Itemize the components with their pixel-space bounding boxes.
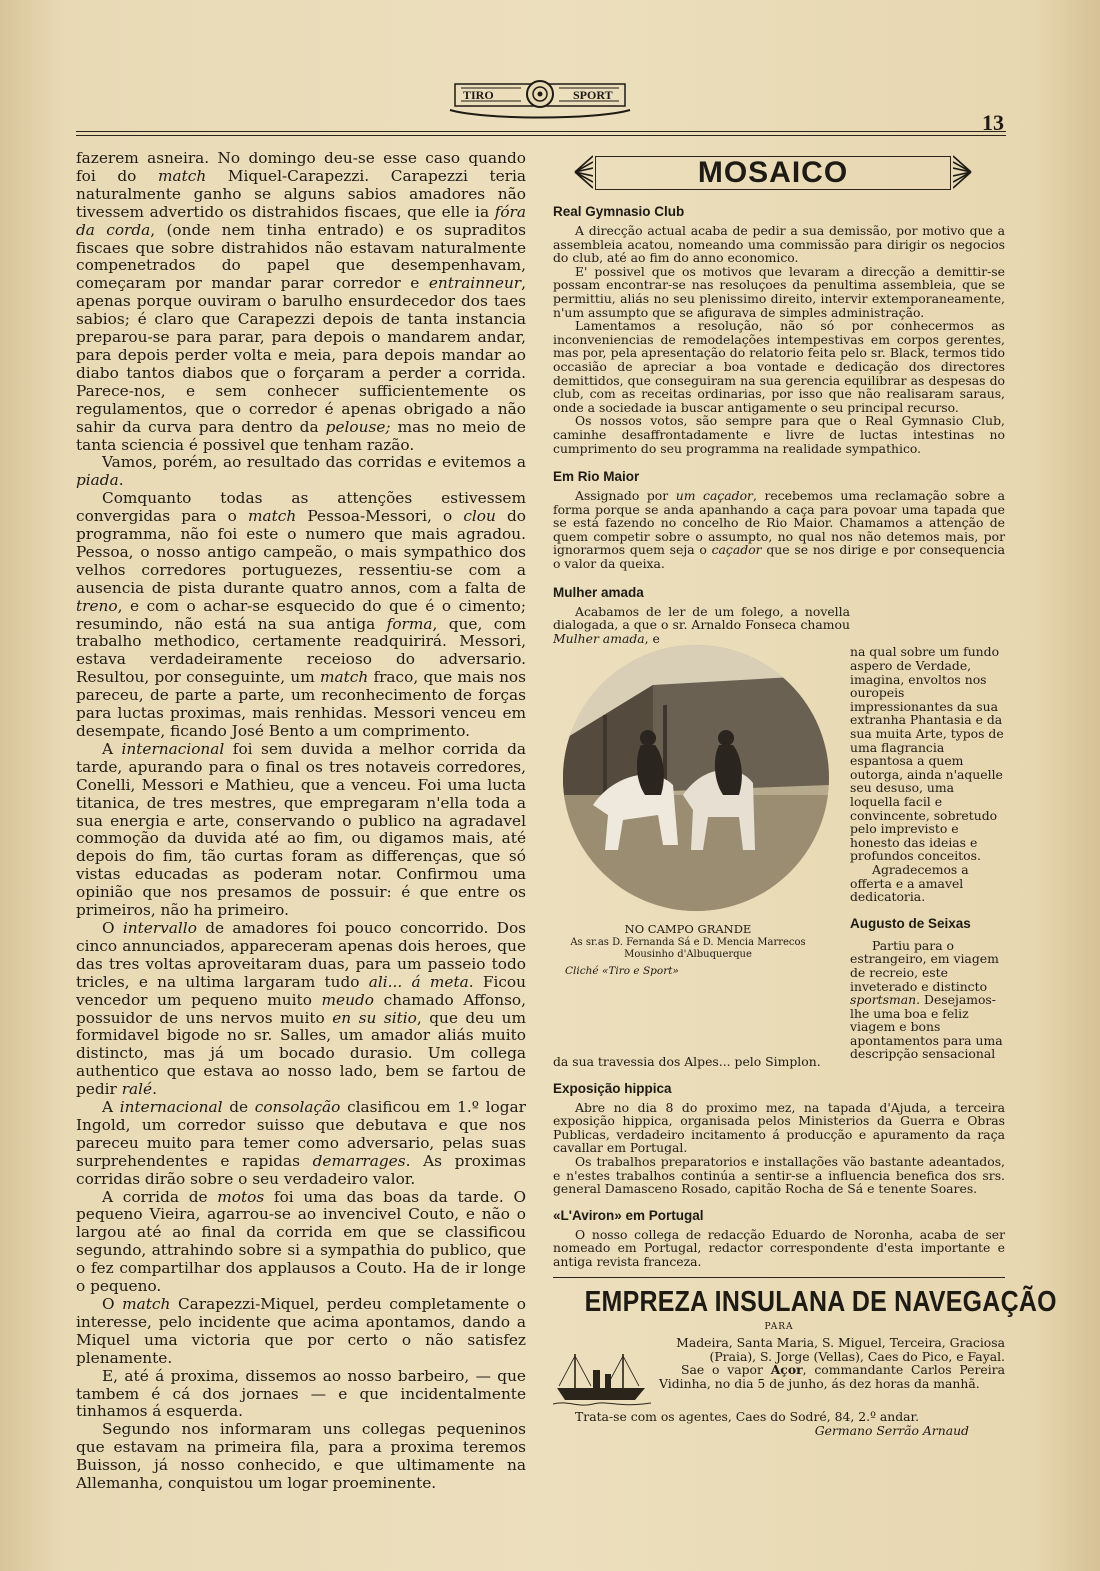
section-heading-real-gymnasio: Real Gymnasio Club: [553, 204, 685, 219]
advert-rule: [553, 1277, 1005, 1278]
section-heading-mulher-amada: Mulher amada: [553, 584, 644, 600]
masthead-logo: [445, 72, 635, 122]
steamship-icon: [553, 1348, 651, 1410]
paragraph: O nosso collega de redacção Eduardo de Noronha, acaba de ser nomeado em Portugal, redactor correspondente d'esta importante e antiga revista franceza.: [553, 1226, 1005, 1269]
page-number: 13: [982, 110, 1004, 135]
section-heading-exposicao: Exposição hippica: [553, 1080, 672, 1096]
section-heading-rio-maior: Em Rio Maior: [553, 469, 640, 485]
article-column-left: [76, 150, 526, 1493]
advert-agents: Trata-se com os agentes, Caes do Sodré, 84, 2.º andar.: [575, 1409, 920, 1425]
article-paragraph: O match Carapezzi-Miquel, perdeu completamente o interesse, pelo incidente que acima apontamos, dando a Miquel uma victoria que por certo o não satisfez plenamente.: [76, 1295, 527, 1367]
advert-title: EMPREZA INSULANA DE NAVEGAÇÃO: [584, 1285, 1057, 1318]
photo-no-campo-grande: [563, 645, 829, 911]
paragraph: Lamentamos a resolução, não só por conhecermos as inconveniencias de remodelações intempestivas em corpos gerentes, mas por, pela apresentação do relatorio feita pelo sr. Black, termos tido occasião de apreciar a boa vontade e dedicação dos directores demittidos, que conseguiram na sua gerencia equilibrar as despesas do club, com as receitas ordinarias, por isso que não realisaram saraus, onde a sociedade ia buscar antigamente o seu principal recurso.: [553, 318, 1005, 415]
paragraph: Os nossos votos, são sempre para que o Real Gymnasio Club, caminhe desaffrontadamente e livre de luctas intestinas no cumprimento do seu programma na realidade sympathico.: [553, 413, 1005, 456]
header-rule-thin: [76, 135, 1006, 136]
advert-body: Sae o vapor Açor, commandante Carlos Pereira Vidinha, no dia 5 de junho, ás dez horas da manhã.: [659, 1362, 1005, 1391]
photo-caption-title: NO CAMPO GRANDE: [624, 922, 752, 937]
article-paragraph: Vamos, porém, ao resultado das corridas e evitemos a piada.: [76, 453, 526, 490]
advert-signature: Germano Serrão Arnaud: [814, 1422, 969, 1438]
mosaico-title: MOSAICO: [595, 156, 951, 190]
article-paragraph: A internacional de consolação clasificou em 1.º logar Ingold, um corredor suisso que debutava e que nos pareceu muito para temer como adversario, pelas suas surprehendentes e rapidas demarrages. As proximas corridas dirão sobre o seu verdadeiro valor.: [76, 1098, 526, 1188]
article-paragraph: A internacional foi sem duvida a melhor corrida da tarde, apurando para o final os tres notaveis corredores, Conelli, Messori e Mathieu, que a venceu. Foi uma lucta titanica, de tres mestres, que empregaram n'ella toda a sua energia e arte, conservando o publico na agradavel commoção da duvida até ao fim, ou digamos mais, até depois do fim, tão curtas foram as differenças, que só vistas educadas as poderam notar. Confirmou uma opinião que nos presamos de possuir: é que entre os primeiros, não ha primeiro.: [76, 739, 526, 920]
section-heading-augusto: Augusto de Seixas: [850, 915, 971, 931]
paragraph: Os trabalhos preparatorios e installações vão bastante adeantados, e n'estes trabalhos continúa a sentir-se a influencia benefica dos srs. general Damasceno Rosado, capitão Rocha de Sá e tenente Soares.: [553, 1154, 1005, 1197]
paragraph: Abre no dia 8 do proximo mez, na tapada d'Ajuda, a terceira exposição hippica, organisada pelos Ministerios da Guerra e Obras Publicas, verdadeiro incitamento á producção e apuramento da raça cavallar em Portugal.: [553, 1099, 1005, 1156]
svg-text:TIRO: TIRO: [463, 88, 494, 102]
header-rule: [76, 131, 1006, 132]
photo-credit: Cliché «Tiro e Sport»: [565, 965, 679, 978]
paragraph: Partiu para o estrangeiro, em viagem de recreio, este inveterado e distincto sportsman. Desejamos-lhe uma boa e feliz viagem e bons apontamentos para uma descripção sensacional: [850, 937, 1003, 1062]
article-paragraph: Comquanto todas as attenções estivessem convergidas para o match Pessoa-Messori, o clou do programma, não foi este o numero que mais agradou. Pessoa, o nosso antigo campeão, o mais sympathico dos velhos corredores portuguezes, ressentiu-se com a ausencia de pista durante quatro annos, com a falta de treno, e com o achar-se esquecido do que é o cimento; resumindo, não está na sua antiga forma, que, com trabalho methodico, certamente readquirirá. Messori, estava verdadeiramente receioso do adversario. Resultou, por conseguinte, um match fraco, que mais nos pareceu, de parte a parte, um reconhecimento de forças para luctas proximas, mais renhidas. Messori venceu em desempate, ficando José Bento a um comprimento.: [76, 489, 526, 740]
paragraph: Assignado por um caçador, recebemos uma reclamação sobre a forma porque se anda apanhando a caça para povoar uma tapada que se está fazendo no concelho de Rio Maior. Chamamos a attenção de quem competir sobre o assumpto, no qual nos não detemos mais, por ignorarmos quem seja o caçador que se nos dirige e por consequencia o valor da queixa.: [553, 488, 1005, 572]
article-paragraph: O intervallo de amadores foi pouco concorrido. Dos cinco annunciados, appareceram apenas dois heroes, que das tres voltas aproveitaram duas, para um passeio todo tricles, e na ultima largaram tudo ali... á meta. Ficou vencedor um pequeno muito meudo chamado Affonso, possuidor de uns nervos muito en su sitio, que deu um formidavel bigode no sr. Salles, um amador aliás muito distincto, mas já um bocado durasio. Um collega authentico que estava ao nosso lado, bem se fartou de pedir ralé.: [76, 918, 527, 1099]
mosaico-banner: [573, 150, 973, 194]
article-paragraph: A corrida de motos foi uma das boas da tarde. O pequeno Vieira, agarrou-se ao invencivel Couto, e não o largou até ao final da corrida em que se classificou segundo, attrahindo sobre si a sympathia do publico, que o fez compartilhar dos applausos a Couto. Ha de ir longe o pequeno.: [76, 1187, 526, 1296]
fan-ornament-left-icon: [573, 154, 593, 190]
paragraph: A direcção actual acaba de pedir a sua demissão, por motivo que a assembleia acatou, nomeando uma commissão para dirigir os negocios do club, até ao fim do anno economico.: [553, 223, 1005, 266]
paragraph: da sua travessia dos Alpes... pelo Simplon.: [553, 1054, 821, 1070]
fan-ornament-right-icon: [953, 154, 973, 190]
photo-caption-line: Mousinho d'Albuquerque: [624, 949, 752, 961]
section-heading-aviron: «L'Aviron» em Portugal: [553, 1207, 704, 1223]
paragraph: Acabamos de ler de um folego, a novella dialogada, a que o sr. Arnaldo Fonseca chamou Mulher amada, e: [553, 603, 850, 646]
photo-block: [553, 631, 843, 1021]
advert-block: [553, 1285, 1057, 1438]
article-paragraph: Segundo nos informaram uns collegas pequeninos que estavam na primeira fila, para a proxima teremos Buisson, já nosso conhecido, e que ultimamente na Allemanha, conquistou um logar proeminente.: [76, 1420, 526, 1493]
photo-caption-line: As sr.as D. Fernanda Sá e D. Mencia Marrecos: [570, 937, 806, 949]
paragraph: Agradecemos a offerta e a amavel dedicatoria.: [850, 861, 969, 905]
paragraph: E' possivel que os motivos que levaram a direcção a demittir-se possam encontrar-se nas resoluçoes da penultima assembleia, que se permittiu, aliás no seu plenissimo direito, intervir extemporaneamente, n'um assumpto que se afigurava de simples administração.: [553, 263, 1005, 320]
article-paragraph: E, até á proxima, dissemos ao nosso barbeiro, — que tambem é cá dos jornaes — e que incidentalmente tinhamos á esquerda.: [76, 1366, 526, 1421]
advert-para: PARA: [764, 1321, 794, 1332]
mosaico-column: [553, 150, 1057, 1438]
svg-text:SPORT: SPORT: [573, 88, 613, 102]
paragraph: na qual sobre um fundo aspero de Verdade, imagina, envoltos nos ouropeis impressionantes da sua extranha Phantasia e da sua muita Arte, typos de uma flagrancia espantosa a quem outorga, ainda n'aquelle seu desuso, uma loquella facil e convincente, sobretudo pelo imprevisto e honesto das ideias e profundos conceitos.: [850, 644, 1004, 864]
article-paragraph: fazerem asneira. No domingo deu-se esse caso quando foi do match Miquel-Carapezzi. Carapezzi teria naturalmente ganho se alguns sabios amadores não tivessem advertido os distrahidos fiscaes, que elle ia fóra da corda, (onde nem tinha entrado) e os supraditos fiscaes que sobre distrahidos não estavam naturalmente compenetrados do papel que desempenhavam, começaram por mandar parar corredor e entrainneur, apenas porque ouviram o barulho ensurdecedor dos taes sabios; é claro que Carapezzi depois de tanta instancia preparou-se para parar, para depois o mandarem andar, para depois perder volta e meia, para depois mandar ao diabo tantos diabos que o forçaram a perder a corrida. Parece-nos, e sem conhecer sufficientemente os regulamentos, que o corredor é apenas obrigado a não sahir da curva para dentro da pelouse; mas no meio de tanta sciencia é possivel que tenham razão.: [76, 149, 526, 454]
advert-body: Madeira, Santa Maria, S. Miguel, Terceira, Graciosa (Praia), S. Jorge (Vellas), Caes do Pico, e Fayal.: [676, 1335, 1005, 1364]
float-text-block: [850, 631, 1005, 1061]
